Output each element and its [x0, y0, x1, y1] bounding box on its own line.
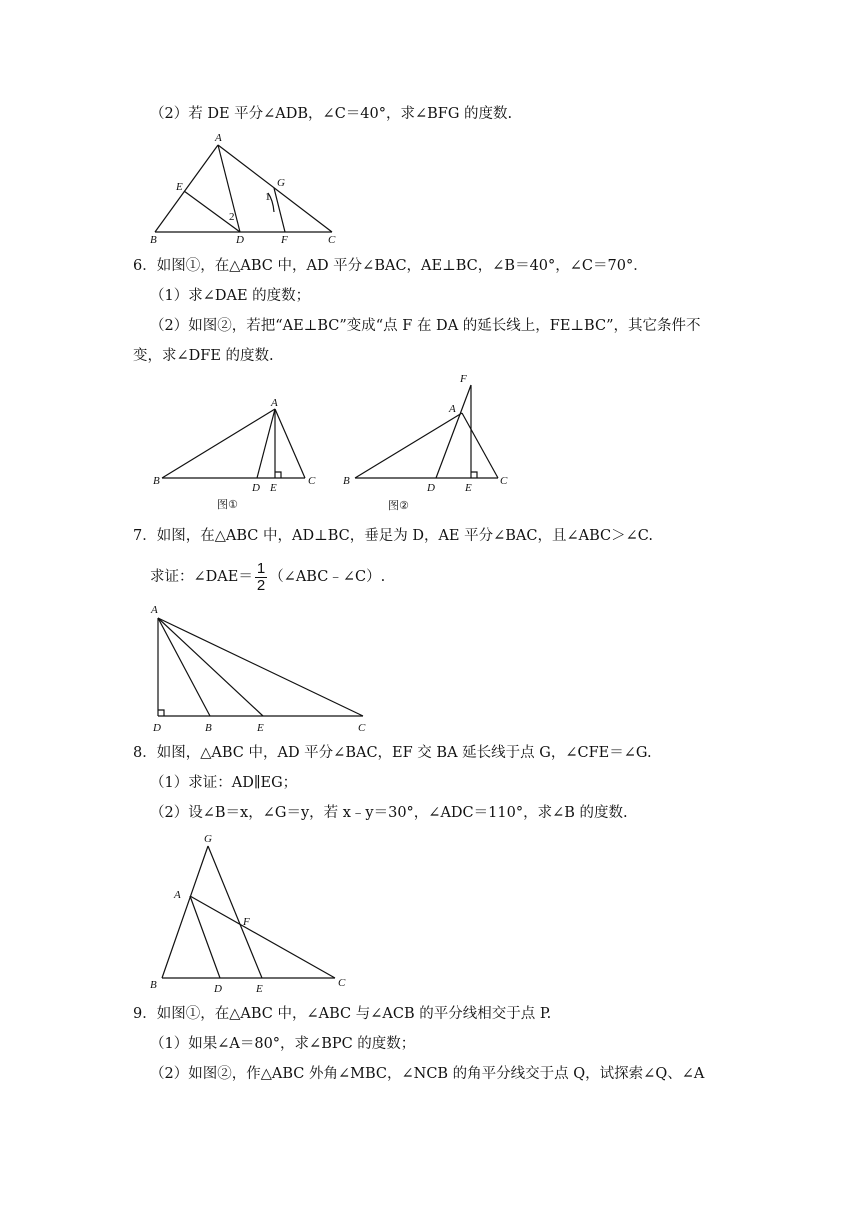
q7-label-B: B: [205, 722, 212, 734]
q7-fraction-numerator: 1: [256, 559, 266, 577]
q6f2-label-D: D: [427, 482, 435, 494]
q6f1-label-B: B: [153, 475, 160, 487]
q6f1-label-A: A: [271, 397, 278, 409]
q8-label-A: A: [174, 889, 181, 901]
q8-label-B: B: [150, 979, 157, 991]
q6-part1: （1）求∠DAE 的度数；: [150, 288, 311, 304]
q7-fraction-denominator: 2: [256, 576, 266, 594]
q7-label-C: C: [358, 722, 366, 734]
q8-stem: 8．如图，△ABC 中，AD 平分∠BAC，EF 交 BA 延长线于点 G，∠CFE＝∠G.: [133, 745, 652, 761]
q8-part1: （1）求证：AD∥EG；: [150, 775, 298, 791]
q6f1-label-C: C: [308, 475, 316, 487]
q8-part2: （2）设∠B＝x，∠G＝y，若 x﹣y＝30°，∠ADC＝110°，求∠B 的度数.: [150, 805, 628, 821]
q5-part2: （2）若 DE 平分∠ADB，∠C＝40°，求∠BFG 的度数.: [150, 106, 513, 122]
q5-label-A: A: [215, 132, 222, 144]
q6-part2-line2: 变，求∠DFE 的度数.: [133, 348, 274, 364]
q6f2-label-F: F: [460, 373, 467, 385]
q7-fraction: [255, 561, 267, 594]
q6-stem: 6．如图①，在△ABC 中，AD 平分∠BAC，AE⊥BC，∠B＝40°，∠C＝70°．: [133, 258, 648, 274]
q6f2-caption: 图②: [388, 499, 409, 512]
q7-label-A: A: [151, 604, 158, 616]
q7-proof-prefix: 求证：∠DAE＝: [150, 569, 253, 585]
q5-label-G: G: [277, 177, 285, 189]
q9-part2: （2）如图②，作△ABC 外角∠MBC，∠NCB 的角平分线交于点 Q，试探索∠Q、∠A: [150, 1066, 705, 1082]
q8-figure: [140, 826, 360, 996]
q6-figure-1: [145, 392, 330, 517]
q9-stem: 9．如图①，在△ABC 中，∠ABC 与∠ACB 的平分线相交于点 P.: [133, 1006, 552, 1022]
q5-figure: [140, 130, 350, 246]
q5-label-2: 2: [229, 211, 235, 223]
q8-label-C: C: [338, 977, 346, 989]
q6f1-label-D: D: [252, 482, 260, 494]
q6f2-label-A: A: [449, 403, 456, 415]
q5-label-C: C: [328, 234, 336, 246]
q6-figure-2: [338, 370, 523, 517]
q6f2-label-E: E: [465, 482, 472, 494]
q5-label-1: 1: [265, 191, 271, 203]
q8-label-D: D: [214, 983, 222, 995]
q6f2-label-B: B: [343, 475, 350, 487]
q6f1-label-E: E: [270, 482, 277, 494]
q7-proof-suffix: （∠ABC﹣∠C）.: [269, 569, 386, 585]
q9-part1: （1）如果∠A＝80°，求∠BPC 的度数；: [150, 1036, 416, 1052]
q5-label-F: F: [281, 234, 288, 246]
q8-label-F: F: [243, 916, 250, 928]
q7-label-D: D: [153, 722, 161, 734]
q7-stem: 7．如图，在△ABC 中，AD⊥BC，垂足为 D，AE 平分∠BAC，且∠ABC＞∠C.: [133, 528, 653, 544]
q6-part2-line1: （2）如图②，若把“AE⊥BC”变成“点 F 在 DA 的延长线上，FE⊥BC”，其它条件不: [150, 318, 701, 334]
q6f2-label-C: C: [500, 475, 508, 487]
q6f1-caption: 图①: [217, 498, 238, 511]
q5-label-E: E: [176, 181, 183, 193]
q5-label-B: B: [150, 234, 157, 246]
q7-figure: [145, 598, 375, 738]
q8-label-E: E: [256, 983, 263, 995]
q5-label-D: D: [236, 234, 244, 246]
q7-label-E: E: [257, 722, 264, 734]
q8-label-G: G: [204, 833, 212, 845]
q7-proof-line: [150, 560, 385, 594]
